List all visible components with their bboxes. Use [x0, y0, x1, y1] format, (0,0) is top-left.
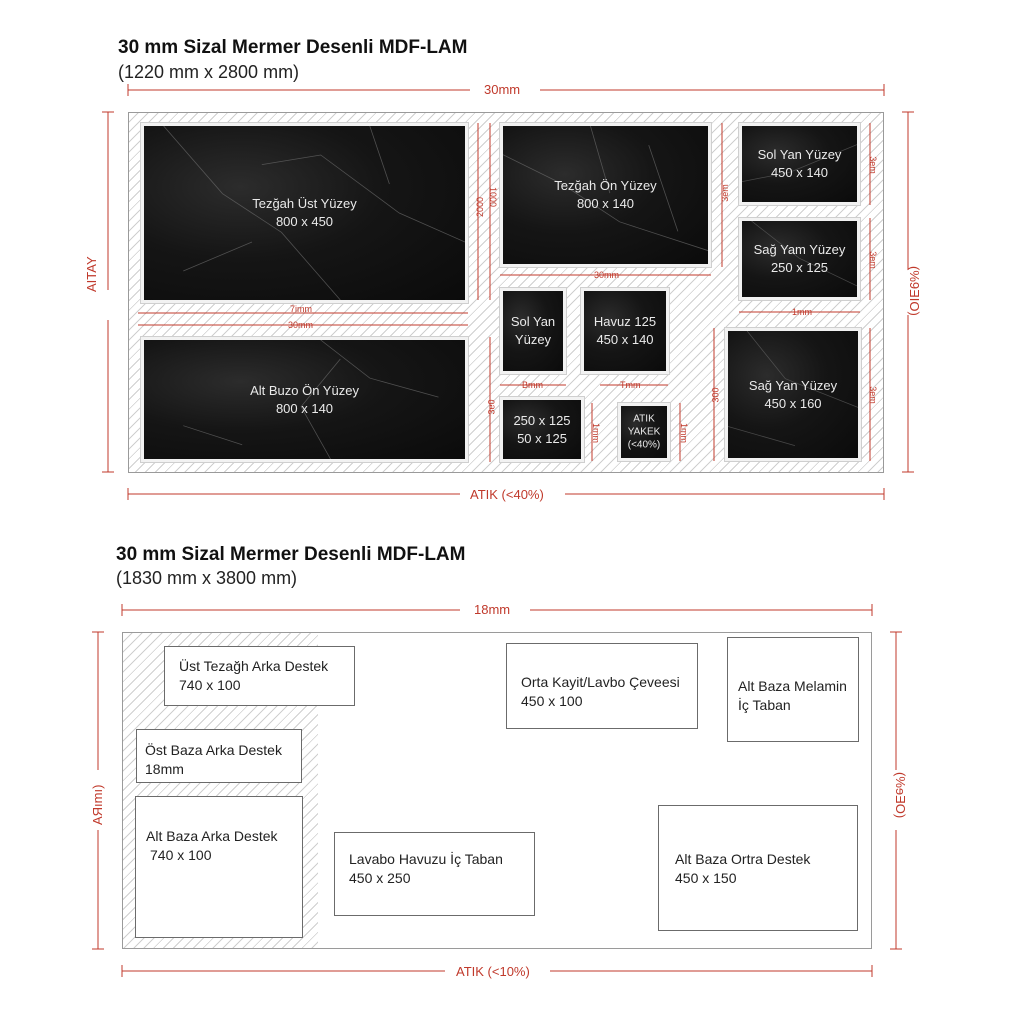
dim-label: 30mm	[594, 270, 620, 280]
sheet2-right-dimension: (%ɘƎO)	[893, 772, 908, 819]
piece-name: Alt Baza Ortra Destek	[675, 851, 811, 867]
sheet2-title: 30 mm Sizal Mermer Desenli MDF-LAM	[116, 544, 466, 565]
dim-label: 1mm	[591, 423, 601, 443]
piece-alt-buzo-on-yuzey[interactable]	[141, 337, 468, 462]
piece-size: 800 x 140	[576, 196, 635, 211]
sheet2-subtitle: (1830 mm x 3800 mm)	[116, 568, 298, 588]
dim-label: 3em	[867, 251, 878, 269]
piece-name: Tezğah Ön Yüzey	[554, 178, 657, 193]
piece-havuz-125[interactable]	[581, 288, 669, 374]
piece-size: 450 x 160	[764, 395, 822, 411]
dim-label: 300	[710, 387, 721, 403]
piece-250x125[interactable]	[500, 397, 584, 462]
piece-sol-yan[interactable]	[500, 288, 566, 374]
dim-label: 1000	[488, 186, 499, 208]
piece-tezgah-on-yuzey[interactable]	[500, 123, 711, 267]
piece-alt-baza-arka-destek[interactable]	[135, 796, 303, 938]
piece-size: 450 x 100	[521, 693, 583, 709]
piece-size: İç Taban	[738, 697, 791, 713]
piece-name: Sol Yan Yüzey	[757, 147, 842, 162]
sheet1-right-dimension: (%9ƎIO)	[907, 266, 922, 316]
piece-name: Öst Baza Arka Destek	[145, 742, 282, 758]
dim-label: 3em	[719, 184, 730, 202]
dim-label: Bmm	[522, 380, 543, 390]
sheet1-left-dimension: AITAY	[84, 256, 99, 292]
piece-name: Lavabo Havuzu İç Taban	[349, 851, 503, 867]
piece-size: 740 x 100	[179, 677, 241, 693]
sheet2-bottom-dimension: ATIK (<10%)	[456, 964, 530, 979]
piece-size: YAKEK	[627, 426, 661, 438]
dim-label: 1mm	[679, 423, 689, 443]
sheet1-subtitle: (1220 mm x 2800 mm)	[118, 62, 300, 82]
piece-alt-baza-melamin-ic-taban[interactable]	[727, 637, 859, 742]
dim-label: 3em	[867, 386, 878, 404]
piece-name: Sağ Yan Yüzey	[748, 377, 838, 393]
piece-size: 450 x 140	[770, 165, 829, 180]
piece-sag-yam-yuzey[interactable]	[739, 218, 860, 300]
sheet2-left-dimension: AЯımı)	[90, 784, 105, 825]
piece-size: 800 x 450	[275, 214, 334, 229]
piece-name: 250 x 125	[513, 412, 571, 428]
dim-label: 3e0	[486, 399, 497, 415]
piece-size: 250 x 125	[770, 260, 829, 275]
piece-size: 450 x 250	[349, 870, 411, 886]
dim-label: 2000	[475, 196, 486, 218]
dim-label: 3em	[867, 156, 878, 174]
dim-label: 7imm	[290, 304, 312, 314]
piece-size: 800 x 140	[275, 400, 334, 416]
piece-orta-kayit-lavbo-ceveesi[interactable]	[506, 643, 698, 729]
piece-size: 50 x 125	[517, 430, 567, 446]
sheet1-title: 30 mm Sizal Mermer Desenli MDF-LAM	[118, 37, 468, 58]
piece-ost-baza-arka-destek[interactable]	[136, 729, 302, 783]
piece-ust-tezagh-arka-destek[interactable]	[164, 646, 355, 706]
piece-name: Alt Baza Arka Destek	[146, 828, 278, 844]
piece-name: Tezğah Üst Yüzey	[252, 196, 357, 211]
dim-label: Tmm	[620, 380, 641, 390]
piece-size: 450 x 150	[675, 870, 737, 886]
piece-size: Yüzey	[514, 332, 552, 347]
piece-lavabo-havuzu-ic-taban[interactable]	[334, 832, 535, 916]
piece-extra: (<40%)	[627, 439, 661, 451]
dim-label: 1mm	[792, 307, 812, 317]
sheet1-bottom-dimension: ATIK (<40%)	[470, 487, 544, 502]
piece-name: Alt Baza Melamin	[738, 678, 847, 694]
piece-name: ATIK	[633, 413, 655, 425]
piece-size: 740 x 100	[150, 847, 212, 863]
piece-name: Alt Buzo Ön Yüzey	[250, 382, 359, 398]
piece-sag-yan-yuzey[interactable]	[725, 328, 861, 461]
piece-name: Sol Yan	[510, 314, 556, 329]
piece-alt-baza-ortra-destek[interactable]	[658, 805, 858, 931]
dim-label: 30mm	[288, 320, 314, 330]
piece-name: Üst Tezağh Arka Destek	[179, 658, 329, 674]
piece-size: 450 x 140	[596, 332, 654, 347]
piece-sol-yan-yuzey[interactable]	[739, 123, 860, 205]
piece-tezgah-ust-yuzey[interactable]	[141, 123, 468, 303]
sheet1-top-dimension: 30mm	[484, 82, 521, 97]
piece-size: 18mm	[145, 761, 184, 777]
piece-name: Orta Kayit/Lavbo Çeveesi	[521, 674, 680, 690]
piece-atik-yakek[interactable]	[618, 403, 670, 461]
sheet2-top-dimension: 18mm	[474, 602, 511, 617]
piece-name: Havuz 125	[593, 314, 657, 329]
piece-name: Sağ Yam Yüzey	[753, 242, 846, 257]
